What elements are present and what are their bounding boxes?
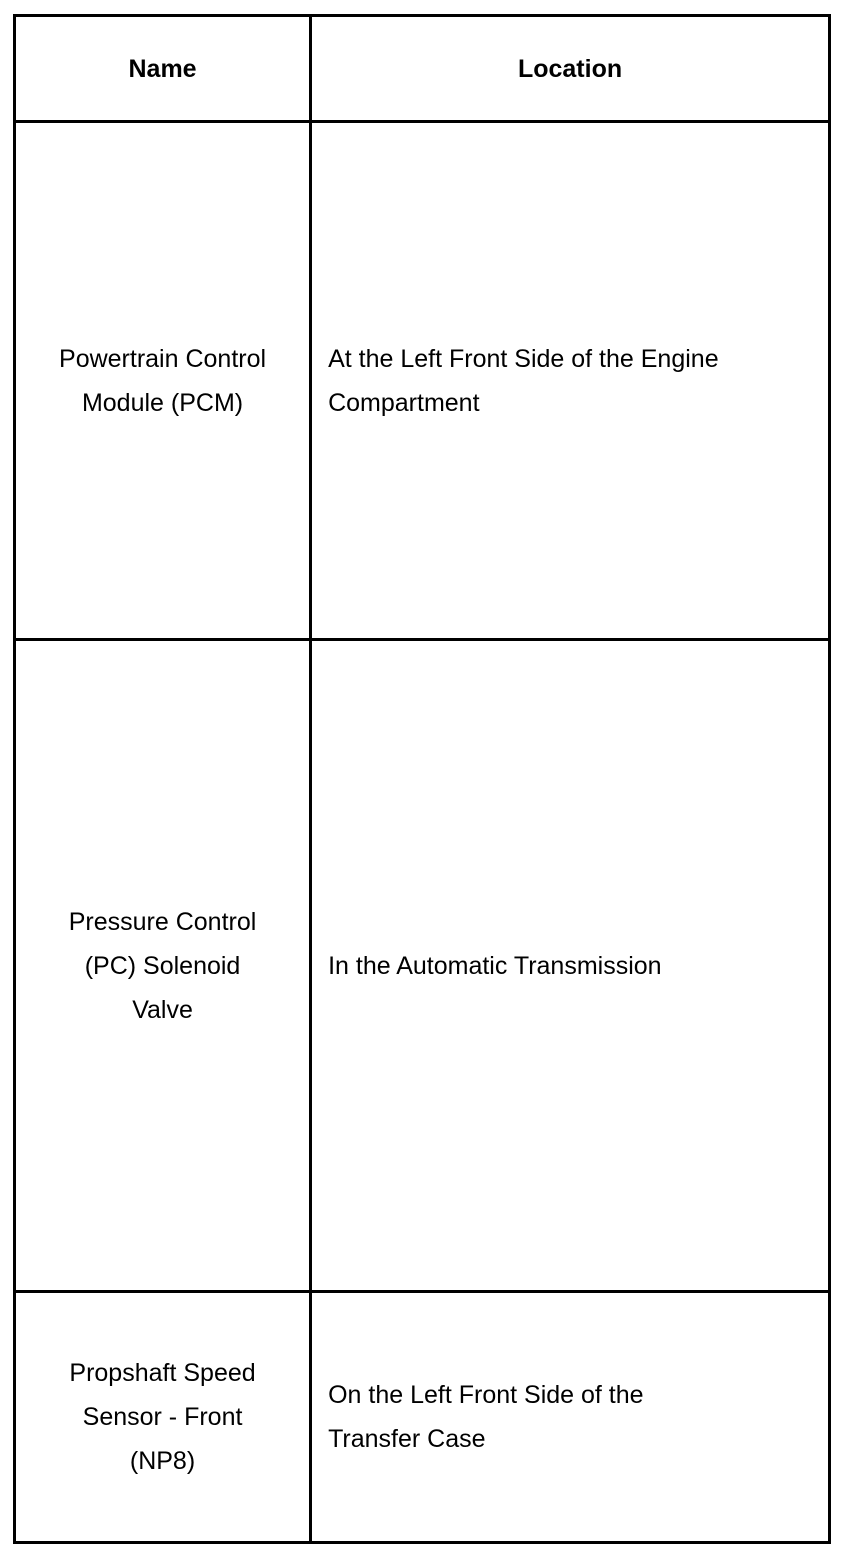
location-cell: At the Left Front Side of the Engine Compartment <box>311 122 830 640</box>
table-row <box>15 640 830 1292</box>
name-cell <box>15 122 311 640</box>
table-row <box>15 1292 830 1543</box>
name-cell <box>15 640 311 1292</box>
location-cell: In the Automatic Transmission <box>311 640 830 1292</box>
column-header-name: Name <box>15 16 311 122</box>
component-name: Pressure Control (PC) Solenoid Valve <box>68 907 257 1024</box>
column-header-location: Location <box>311 16 830 122</box>
component-name: Propshaft Speed Sensor - Front (NP8) <box>69 1359 256 1475</box>
component-name: Powertrain Control Module (PCM) <box>59 344 267 417</box>
name-cell <box>15 1292 311 1543</box>
component-location-table <box>13 14 831 1544</box>
table-row <box>15 122 830 640</box>
table-header-row <box>15 16 830 122</box>
location-cell: On the Left Front Side of the Transfer Case <box>311 1292 830 1543</box>
